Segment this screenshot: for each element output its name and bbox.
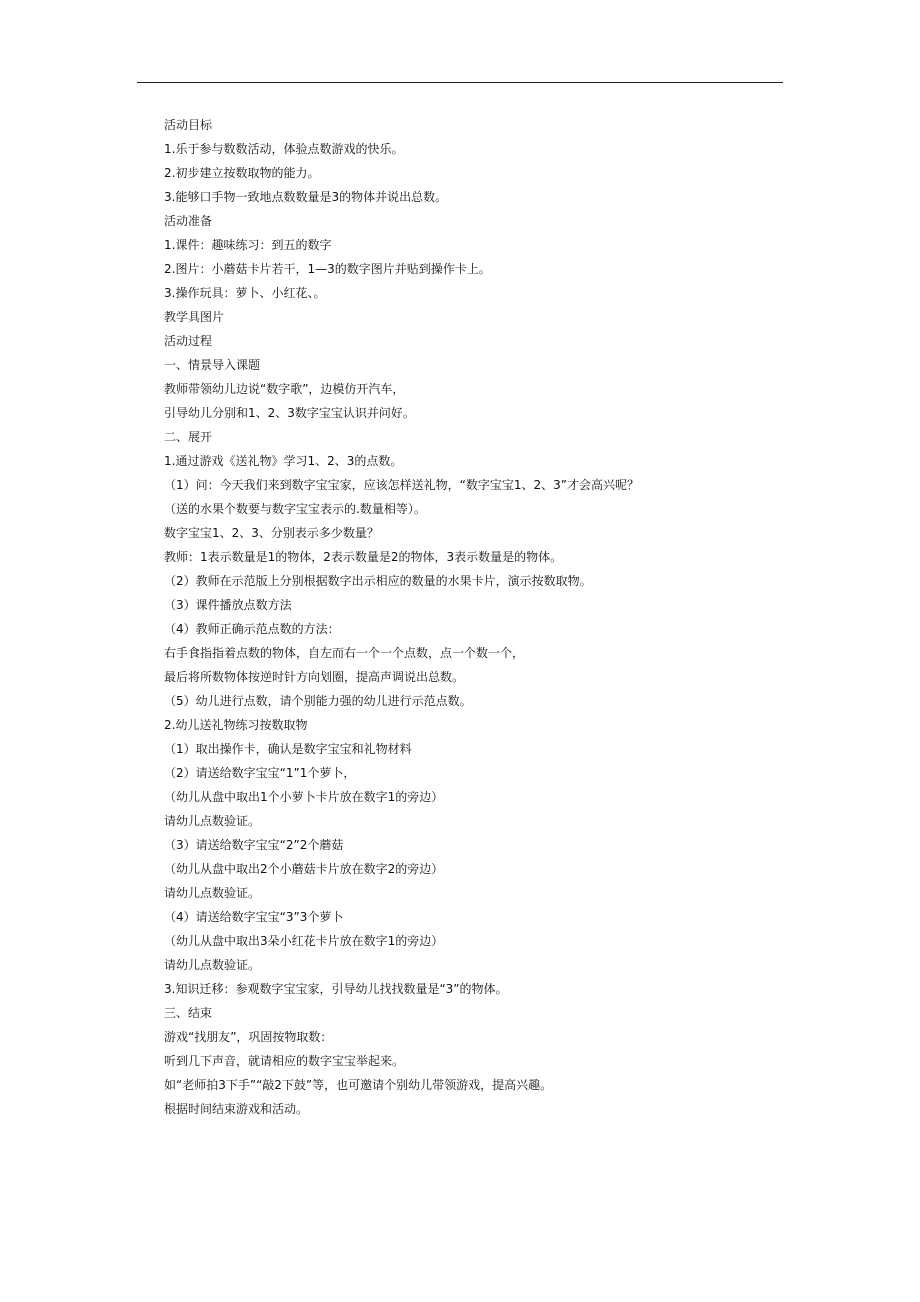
text-line: 如“老师拍3下手”“敲2下鼓”等，也可邀请个别幼儿带领游戏，提高兴趣。 [164, 1078, 553, 1092]
text-line: 游戏“找朋友”，巩固按物取数： [164, 1030, 333, 1044]
text-line: （幼儿从盘中取出2个小蘑菇卡片放在数字2的旁边） [164, 862, 444, 876]
text-line: 根据时间结束游戏和活动。 [164, 1102, 309, 1116]
text-line: 数字宝宝1、2、3、分别表示多少数量？ [164, 526, 379, 540]
subsection-heading: 三、结束 [164, 1006, 213, 1020]
text-line: （4）请送给数字宝宝“3”3个萝卜 [164, 910, 344, 924]
text-line: （送的水果个数要与数字宝宝表示的.数量相等）。 [164, 502, 426, 516]
text-line: 3.操作玩具：萝卜、小红花、。 [164, 286, 326, 300]
text-line: 引导幼儿分别和1、2、3数字宝宝认识并问好。 [164, 406, 415, 420]
text-line: 请幼儿点数验证。 [164, 814, 261, 828]
subsection-heading: 一、情景导入课题 [164, 358, 261, 372]
text-line: 1.课件：趣味练习：到五的数字 [164, 238, 332, 252]
text-line: （1）问：今天我们来到数字宝宝家，应该怎样送礼物，“数字宝宝1、2、3”才会高兴呢？ [164, 478, 639, 492]
document-body [164, 113, 764, 1121]
text-line: 2.图片：小蘑菇卡片若干，1—3的数字图片并贴到操作卡上。 [164, 262, 491, 276]
text-line: （4）教师正确示范点数的方法： [164, 622, 340, 636]
text-line: （幼儿从盘中取出3朵小红花卡片放在数字1的旁边） [164, 934, 444, 948]
text-line: 3.能够口手物一致地点数数量是3的物体并说出总数。 [164, 190, 448, 204]
section-heading-goals: 活动目标 [164, 118, 213, 132]
text-line: （1）取出操作卡，确认是数字宝宝和礼物材料 [164, 742, 412, 756]
subsection-heading: 二、展开 [164, 430, 213, 444]
text-line: 教学具图片 [164, 310, 225, 324]
text-line: （3）课件播放点数方法 [164, 598, 292, 612]
text-line: 教师带领幼儿边说“数字歌”，边模仿开汽车， [164, 382, 405, 396]
text-line: （幼儿从盘中取出1个小萝卜卡片放在数字1的旁边） [164, 790, 444, 804]
text-line: 3.知识迁移：参观数字宝宝家，引导幼儿找找数量是“3”的物体。 [164, 982, 508, 996]
text-line: 1.乐于参与数数活动，体验点数游戏的快乐。 [164, 142, 404, 156]
text-line: 1.通过游戏《送礼物》学习1、2、3的点数。 [164, 454, 403, 468]
text-line: 请幼儿点数验证。 [164, 958, 261, 972]
text-line: 请幼儿点数验证。 [164, 886, 261, 900]
text-line: 最后将所数物体按逆时针方向划圈，提高声调说出总数。 [164, 670, 465, 684]
text-line: 右手食指指着点数的物体，自左而右一个一个点数，点一个数一个， [164, 646, 525, 660]
text-line: （3）请送给数字宝宝“2”2个蘑菇 [164, 838, 344, 852]
section-heading-preparation: 活动准备 [164, 214, 213, 228]
section-heading-process: 活动过程 [164, 334, 213, 348]
text-line: 听到几下声音，就请相应的数字宝宝举起来。 [164, 1054, 405, 1068]
text-line: （2）教师在示范版上分别根据数字出示相应的数量的水果卡片，演示按数取物。 [164, 574, 592, 588]
text-line: 2.初步建立按数取物的能力。 [164, 166, 320, 180]
text-line: 教师：1表示数量是1的物体，2表示数量是2的物体，3表示数量是的物体。 [164, 550, 563, 564]
text-line: （2）请送给数字宝宝“1”1个萝卜， [164, 766, 356, 780]
text-line: （5）幼儿进行点数，请个别能力强的幼儿进行示范点数。 [164, 694, 472, 708]
header-rule [137, 82, 783, 83]
text-line: 2.幼儿送礼物练习按数取物 [164, 718, 308, 732]
